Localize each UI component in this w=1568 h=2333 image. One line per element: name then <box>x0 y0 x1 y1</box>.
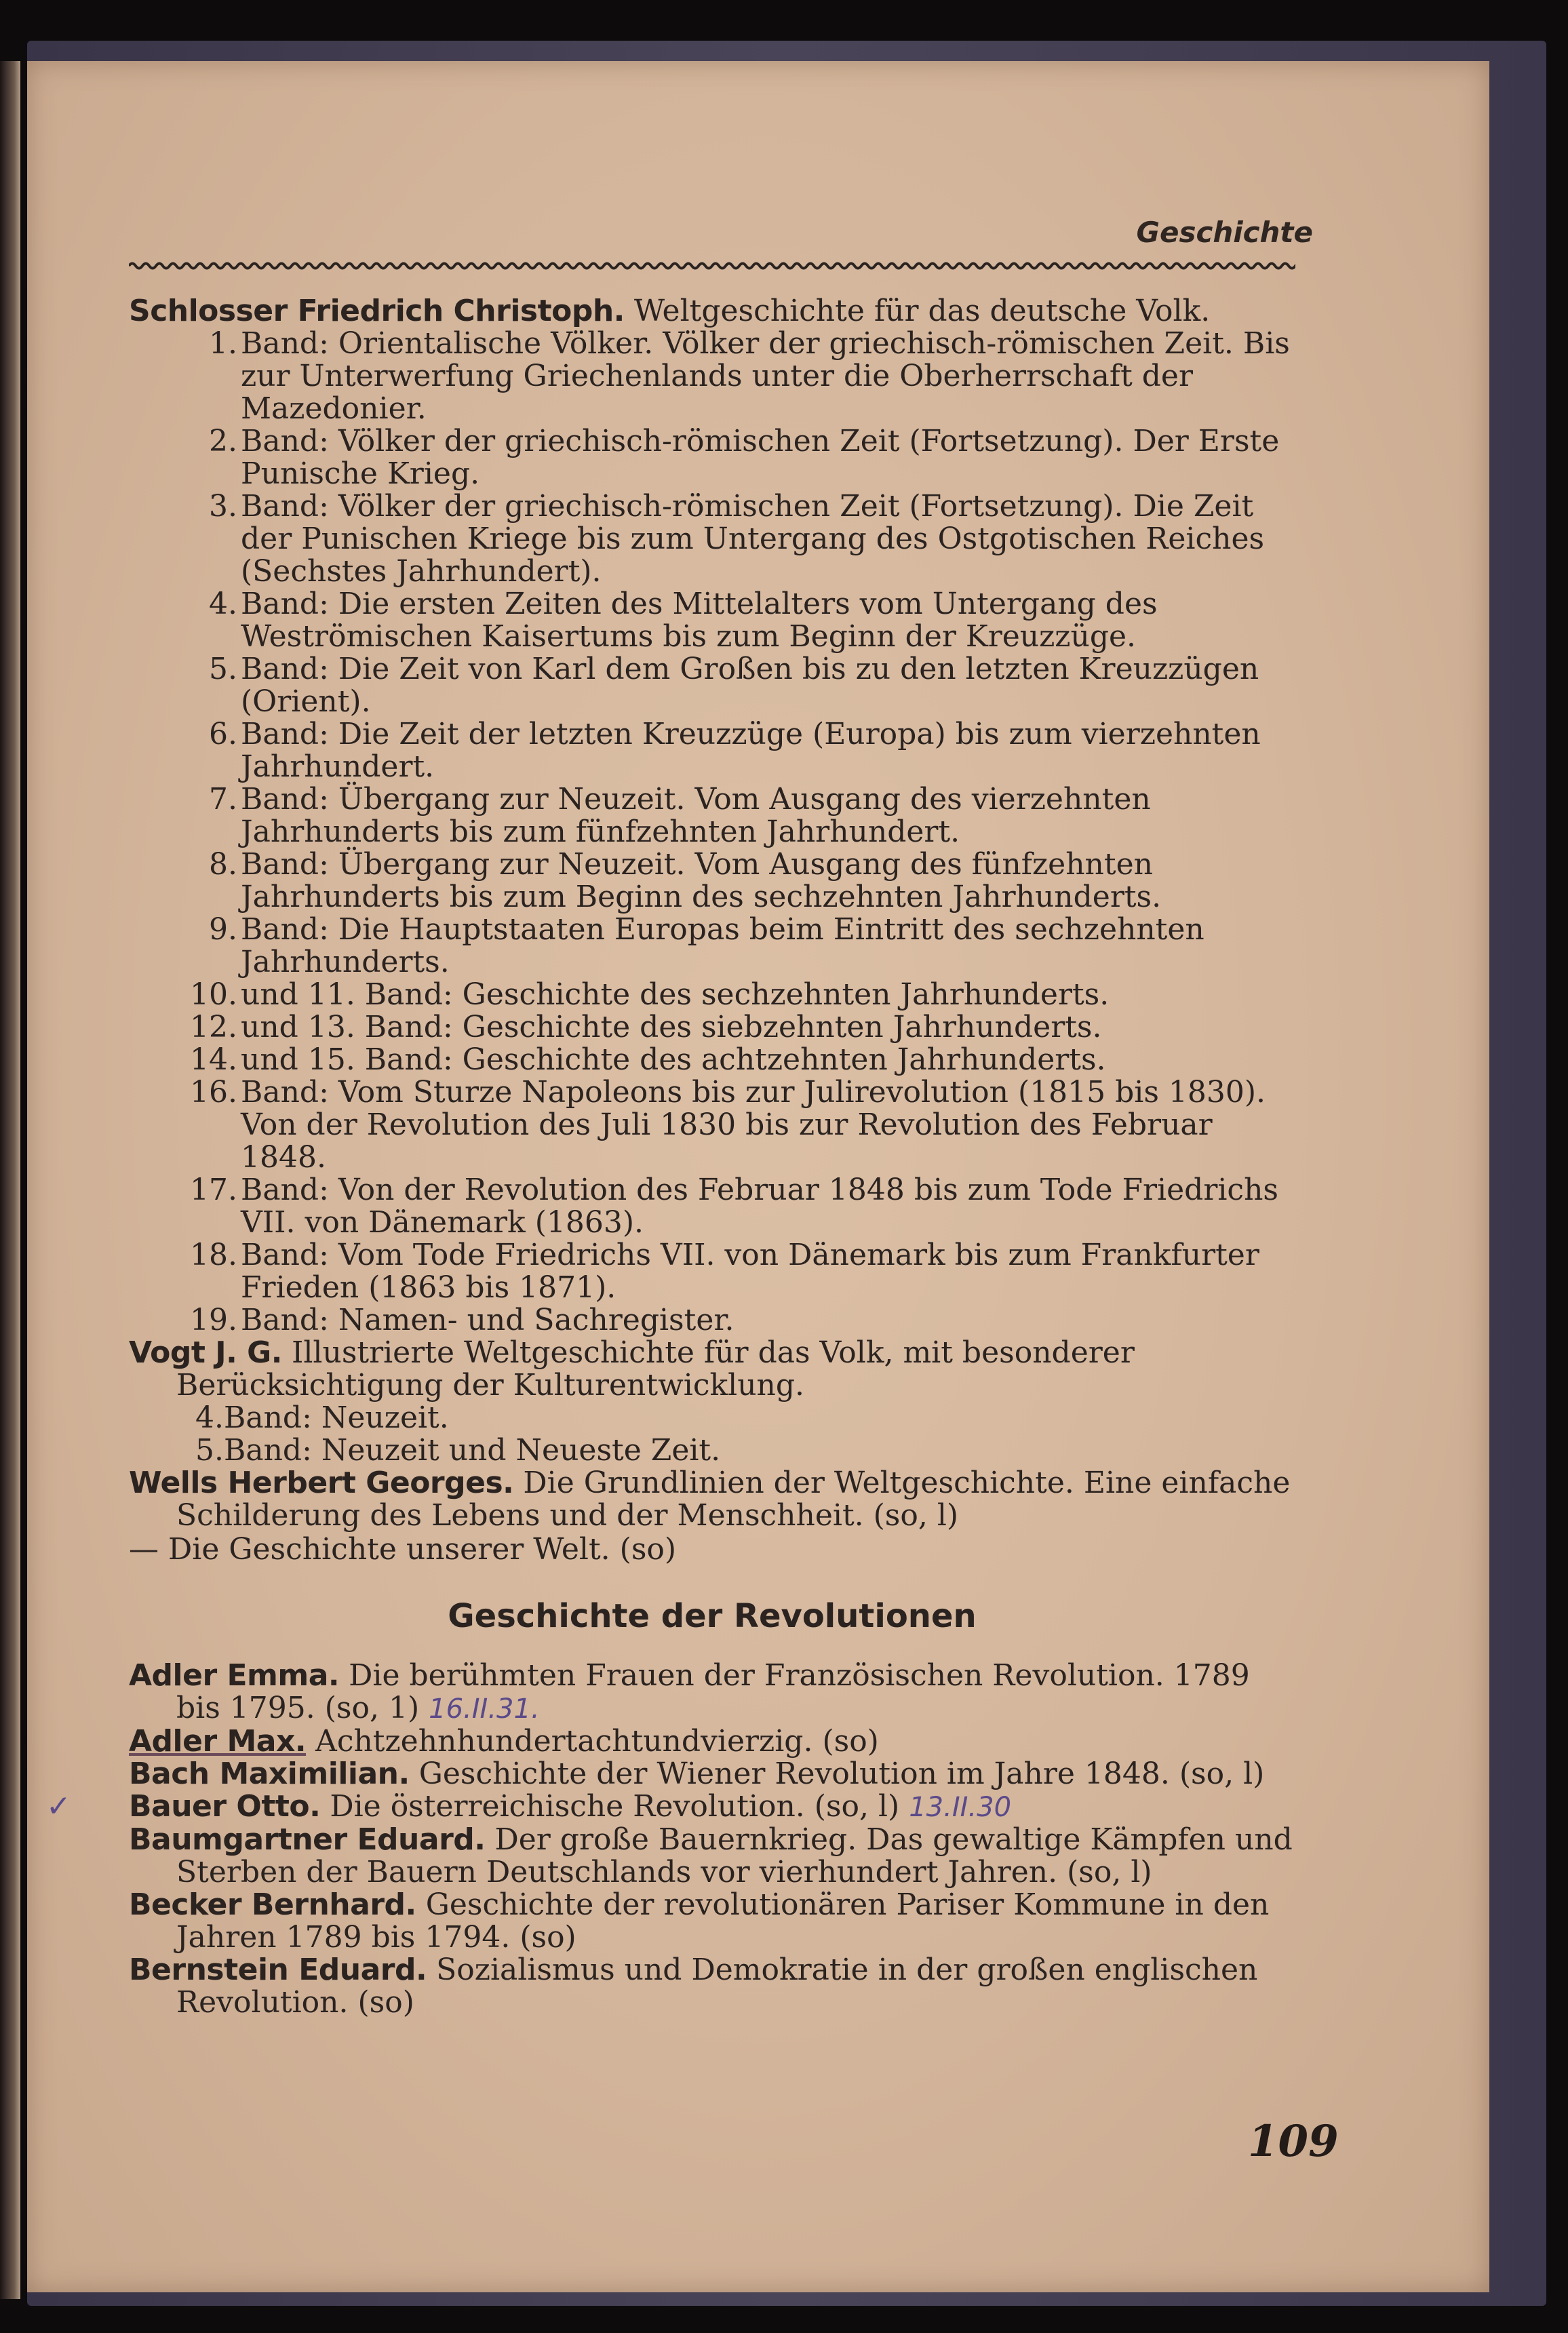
volume-item: 4. Band: Neuzeit. <box>195 1400 449 1435</box>
entry-author: Bach Maximilian. <box>129 1757 410 1791</box>
volume-item: 3. Band: Völker der griechisch-römischen Zeit (Fortsetzung). Die Zeit der Punischen Kriege bis zum Untergang des Ostgotischen Reiches (Sechstes Jahrhundert). <box>209 489 1265 589</box>
volume-item: 8. Band: Übergang zur Neuzeit. Vom Ausgang des fünfzehnten Jahrhunderts bis zum Beginn des sechzehnten Jahrhunderts. <box>209 847 1162 914</box>
bibliography-entry <box>129 1337 1295 1467</box>
decorative-wave-rule <box>129 258 1295 274</box>
entry-author: Adler Max. <box>129 1724 307 1759</box>
related-entry: — Die Geschichte unserer Welt. (so) <box>129 1532 677 1567</box>
entry-author: Vogt J. G. <box>129 1335 282 1370</box>
volume-item: 2. Band: Völker der griechisch-römischen Zeit (Fortsetzung). Der Erste Punische Krieg. <box>209 424 1280 491</box>
entry-author: Bernstein Eduard. <box>129 1953 427 1987</box>
entry-author: Adler Emma. <box>129 1658 340 1693</box>
volume-item: 4. Band: Die ersten Zeiten des Mittelalters vom Untergang des Weströmischen Kaisertums bis zum Beginn der Kreuzzüge. <box>209 587 1158 654</box>
bibliography-entry <box>129 1660 1295 1725</box>
bibliography-entry: ✓ Bauer Otto. Die österreichische Revolution. (so, l) 13.II.30 <box>46 1789 1012 1824</box>
volume-item: 19. Band: Namen- und Sachregister. <box>190 1303 734 1337</box>
page-body <box>46 294 1295 2020</box>
volume-item: 1. Band: Orientalische Völker. Völker der griechisch-römischen Zeit. Bis zur Unterwerfung Griechenlands unter die Oberherrschaft der Mazedonier. <box>209 326 1290 426</box>
bibliography-entry <box>129 1758 1295 1790</box>
volume-item: 18. Band: Vom Tode Friedrichs VII. von Dänemark bis zum Frankfurter Frieden (1863 bis 1871). <box>190 1238 1259 1305</box>
entry-title: Die österreichische Revolution. (so, l) <box>320 1789 900 1824</box>
entry-author: Becker Bernhard. <box>129 1887 416 1922</box>
section-heading: Geschichte der Revolutionen <box>448 1597 977 1635</box>
bibliography-entry <box>129 295 1295 1337</box>
volume-item: 16. Band: Vom Sturze Napoleons bis zur Julirevolution (1815 bis 1830). Von der Revolution des Juli 1830 bis zur Revolution des Februar 1848. <box>190 1075 1266 1175</box>
bibliography-entry <box>129 1725 1295 1758</box>
entry-title: Die Grundlinien der Weltgeschichte. Eine einfache Schilderung des Lebens und der Menschheit. (so, l) <box>176 1466 1291 1533</box>
volume-item: 14. und 15. Band: Geschichte des achtzehnten Jahrhunderts. <box>190 1042 1106 1077</box>
bibliography-entry <box>129 1467 1295 1566</box>
entry-title: Sozialismus und Demokratie in der großen englischen Revolution. (so) <box>176 1953 1258 2020</box>
volume-item: 7. Band: Übergang zur Neuzeit. Vom Ausgang des vierzehnten Jahrhunderts bis zum fünfzehnten Jahrhundert. <box>209 782 1151 849</box>
handwritten-note: 13.II.30 <box>909 1792 1012 1823</box>
running-header: Geschichte <box>1136 216 1313 249</box>
volume-item: 12. und 13. Band: Geschichte des siebzehnten Jahrhunderts. <box>190 1010 1102 1044</box>
entry-author: Wells Herbert Georges. <box>129 1466 514 1500</box>
volume-item: 17. Band: Von der Revolution des Februar 1848 bis zum Tode Friedrichs VII. von Dänemark (1863). <box>190 1173 1278 1240</box>
bibliography-entry <box>129 1889 1295 1954</box>
volume-item: 6. Band: Die Zeit der letzten Kreuzzüge (Europa) bis zum vierzehnten Jahrhundert. <box>209 717 1261 784</box>
entry-title: Geschichte der revolutionären Pariser Kommune in den Jahren 1789 bis 1794. (so) <box>176 1887 1270 1955</box>
entry-title: Achtzehnhundertachtundvierzig. (so) <box>306 1724 879 1759</box>
entry-author: Baumgartner Eduard. <box>129 1822 486 1857</box>
page-number: 109 <box>1248 2116 1339 2167</box>
handwritten-note: 16.II.31. <box>429 1693 540 1725</box>
volume-item: 5. Band: Neuzeit und Neueste Zeit. <box>195 1433 721 1468</box>
entry-title: Geschichte der Wiener Revolution im Jahre 1848. (so, l) <box>409 1757 1265 1791</box>
entry-title: Illustrierte Weltgeschichte für das Volk, mit besonderer Berücksichtigung der Kulturentwicklung. <box>176 1335 1135 1403</box>
book-left-edge <box>0 61 20 2299</box>
entry-author: Bauer Otto. <box>129 1789 321 1824</box>
entry-title: Der große Bauernkrieg. Das gewaltige Kämpfen und Sterben der Bauern Deutschlands vor vierhundert Jahren. (so, l) <box>176 1822 1293 1889</box>
bibliography-entry <box>129 1954 1295 2019</box>
volume-item: 5. Band: Die Zeit von Karl dem Großen bis zu den letzten Kreuzzügen (Orient). <box>209 652 1259 719</box>
entry-author: Schlosser Friedrich Christoph. <box>129 294 625 328</box>
volume-item: 10. und 11. Band: Geschichte des sechzehnten Jahrhunderts. <box>190 977 1110 1012</box>
bibliography-entry <box>129 1824 1295 1889</box>
book-page <box>27 61 1489 2292</box>
entry-title: Die berühmten Frauen der Französischen Revolution. 1789 bis 1795. (so, 1) <box>176 1658 1250 1725</box>
volume-item: 9. Band: Die Hauptstaaten Europas beim Eintritt des sechzehnten Jahrhunderts. <box>209 912 1204 979</box>
entry-title: Weltgeschichte für das deutsche Volk. <box>624 294 1211 328</box>
